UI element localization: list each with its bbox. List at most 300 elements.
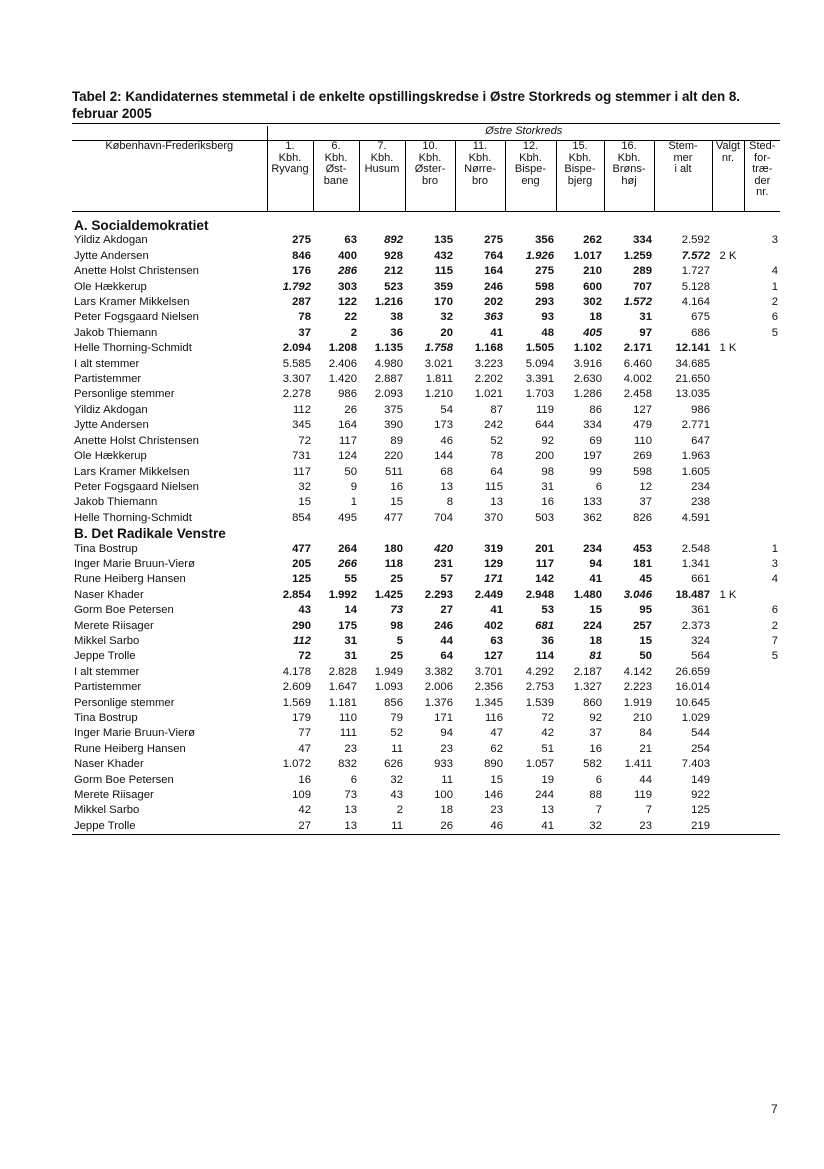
row-label: Mikkel Sarbo xyxy=(74,634,140,647)
stedfortraeder-cell xyxy=(744,341,780,356)
party-name: A. Socialdemokratiet xyxy=(74,218,209,233)
vote-cell: 2.293 xyxy=(424,588,453,601)
vote-cell: 511 xyxy=(384,465,403,478)
valgt-cell xyxy=(712,819,744,835)
vote-cell: 1.425 xyxy=(374,588,403,601)
column-header-line: bjerg xyxy=(567,174,593,187)
candidate-row xyxy=(72,542,780,557)
vote-cell: 1.505 xyxy=(525,342,554,355)
vote-cell: 246 xyxy=(434,619,453,632)
vote-cell: 16 xyxy=(589,742,602,755)
column-header-line: 11. xyxy=(472,140,488,152)
vote-cell: 94 xyxy=(589,557,602,570)
vote-cell: 11 xyxy=(441,773,453,786)
vote-cell: 523 xyxy=(384,280,403,293)
party-name: B. Det Radikale Venstre xyxy=(74,526,226,542)
vote-cell: 18 xyxy=(440,804,453,817)
personal-candidate-row xyxy=(72,449,780,464)
vote-cell: 48 xyxy=(541,326,554,339)
row-label: I alt stemmer xyxy=(74,665,140,678)
column-header-line: Kbh. xyxy=(568,151,592,164)
vote-cell: 1.093 xyxy=(374,681,403,694)
stedfortraeder-cell xyxy=(744,819,780,835)
vote-cell: 43 xyxy=(298,604,311,617)
row-label: Inger Marie Bruun-Vierø xyxy=(74,557,195,570)
vote-cell: 31 xyxy=(344,650,357,663)
vote-cell: 18 xyxy=(589,634,602,647)
personal-candidate-row xyxy=(72,511,780,526)
vote-cell: 1.949 xyxy=(374,665,403,678)
results-table xyxy=(72,123,780,835)
vote-cell: 117 xyxy=(292,465,311,478)
vote-cell: 4.142 xyxy=(623,665,652,678)
vote-cell: 477 xyxy=(292,542,311,555)
vote-cell: 32 xyxy=(440,311,453,324)
vote-cell: 23 xyxy=(490,804,503,817)
row-label: Anette Holst Christensen xyxy=(74,265,199,278)
vote-cell: 197 xyxy=(583,450,602,463)
vote-cell: 94 xyxy=(440,727,453,740)
vote-cell: 244 xyxy=(535,789,554,802)
stedfortraeder-cell: 2 xyxy=(771,296,779,309)
vote-cell: 234 xyxy=(583,542,602,555)
vote-cell: 173 xyxy=(434,419,453,432)
vote-cell: 1.259 xyxy=(623,249,652,262)
vote-cell: 319 xyxy=(484,542,503,555)
vote-cell: 100 xyxy=(434,789,453,802)
total-cell: 7.572 xyxy=(681,249,710,262)
vote-cell: 57 xyxy=(440,573,453,586)
vote-cell: 117 xyxy=(535,557,554,570)
candidate-row xyxy=(72,557,780,572)
column-header-line: 6. xyxy=(331,140,341,152)
vote-cell: 31 xyxy=(344,634,357,647)
valgt-cell xyxy=(712,326,744,341)
vote-cell: 78 xyxy=(298,311,311,324)
vote-cell: 1.210 xyxy=(424,388,453,401)
vote-cell: 54 xyxy=(440,403,453,416)
vote-cell: 86 xyxy=(589,403,602,416)
row-label: Merete Riisager xyxy=(74,619,154,632)
row-label: Helle Thorning-Schmidt xyxy=(74,342,192,355)
vote-cell: 79 xyxy=(390,712,403,724)
vote-cell: 53 xyxy=(541,604,554,617)
vote-cell: 2.458 xyxy=(623,388,652,401)
column-header-line: Kbh. xyxy=(519,151,542,164)
candidate-row xyxy=(72,603,780,618)
vote-cell: 201 xyxy=(535,542,554,555)
vote-cell: 14 xyxy=(344,604,357,617)
vote-cell: 44 xyxy=(639,773,652,786)
page-number: 7 xyxy=(771,1102,778,1116)
vote-cell: 92 xyxy=(589,712,602,724)
vote-cell: 212 xyxy=(384,265,403,278)
valgt-cell xyxy=(712,280,744,295)
vote-cell: 1.072 xyxy=(282,758,311,771)
stedfortraeder-cell: 6 xyxy=(771,604,779,617)
stedfortraeder-cell xyxy=(744,788,780,803)
total-cell: 2.548 xyxy=(681,542,710,555)
vote-cell: 26 xyxy=(405,819,455,835)
vote-cell: 78 xyxy=(490,450,503,463)
vote-cell: 503 xyxy=(535,511,554,524)
vote-cell: 117 xyxy=(338,434,357,447)
total-cell: 149 xyxy=(691,773,710,786)
vote-cell: 73 xyxy=(344,789,357,802)
vote-cell: 72 xyxy=(298,650,311,663)
vote-cell: 119 xyxy=(535,403,554,416)
vote-cell: 1.376 xyxy=(424,696,453,709)
vote-cell: 293 xyxy=(535,296,554,309)
total-cell: 219 xyxy=(654,819,712,835)
vote-cell: 118 xyxy=(384,557,403,570)
vote-cell: 289 xyxy=(633,265,652,278)
vote-cell: 6 xyxy=(595,773,602,786)
vote-cell: 6 xyxy=(595,480,602,493)
vote-cell: 220 xyxy=(384,450,403,463)
row-label: Lars Kramer Mikkelsen xyxy=(74,296,190,309)
personal-candidate-row xyxy=(72,757,780,772)
candidate-row xyxy=(72,341,780,356)
vote-cell: 38 xyxy=(390,311,403,324)
vote-cell: 2.187 xyxy=(573,665,602,678)
vote-cell: 122 xyxy=(338,296,357,309)
vote-cell: 1.919 xyxy=(623,696,652,709)
valgt-cell xyxy=(712,310,744,325)
vote-cell: 4.292 xyxy=(525,665,554,678)
vote-cell: 18 xyxy=(589,311,602,324)
row-label: Tina Bostrup xyxy=(74,542,138,555)
total-cell: 7.403 xyxy=(681,758,710,771)
stedfortraeder-cell xyxy=(744,480,780,495)
stedfortraeder-cell xyxy=(744,588,780,603)
vote-cell: 69 xyxy=(589,434,602,447)
total-cell: 125 xyxy=(691,804,710,817)
candidate-row xyxy=(72,233,780,248)
vote-cell: 42 xyxy=(298,804,311,817)
row-label: Jakob Thiemann xyxy=(74,496,158,509)
party-votes-row xyxy=(72,680,780,695)
vote-cell: 644 xyxy=(535,419,554,432)
personal-candidate-row xyxy=(72,742,780,757)
vote-cell: 41 xyxy=(505,819,556,835)
column-header xyxy=(505,141,556,212)
vote-cell: 36 xyxy=(541,634,554,647)
stedfortraeder-cell: 1 xyxy=(771,542,779,555)
total-cell: 1.341 xyxy=(681,557,710,570)
personal-candidate-row xyxy=(72,465,780,480)
vote-cell: 52 xyxy=(390,727,403,740)
vote-cell: 127 xyxy=(633,403,652,416)
vote-cell: 64 xyxy=(440,650,453,663)
vote-cell: 51 xyxy=(541,742,554,755)
vote-cell: 98 xyxy=(390,619,403,632)
vote-cell: 1.327 xyxy=(573,681,602,694)
vote-cell: 25 xyxy=(390,573,403,586)
vote-cell: 2.753 xyxy=(525,681,554,694)
vote-cell: 3.021 xyxy=(424,357,453,370)
vote-cell: 27 xyxy=(267,819,313,835)
vote-cell: 41 xyxy=(490,604,503,617)
column-header-line: høj xyxy=(621,174,637,187)
vote-cell: 1.992 xyxy=(328,588,357,601)
column-header-line: Kbh. xyxy=(617,151,641,164)
vote-cell: 3.391 xyxy=(525,373,554,386)
column-header xyxy=(313,141,359,212)
vote-cell: 1.792 xyxy=(282,280,311,293)
total-cell: 1.727 xyxy=(681,265,710,278)
stedfortraeder-cell xyxy=(744,680,780,695)
column-header-line: Valgt xyxy=(715,140,741,152)
column-header-line: Stem- xyxy=(668,140,698,152)
vote-cell: 21 xyxy=(639,742,652,755)
valgt-cell xyxy=(712,619,744,634)
vote-cell: 36 xyxy=(390,326,403,339)
valgt-cell xyxy=(712,649,744,664)
vote-cell: 41 xyxy=(490,326,503,339)
column-header xyxy=(359,141,405,212)
candidate-row xyxy=(72,634,780,649)
row-label: Lars Kramer Mikkelsen xyxy=(74,465,190,478)
vote-cell: 62 xyxy=(490,742,503,755)
vote-cell: 125 xyxy=(292,573,311,586)
vote-cell: 129 xyxy=(484,557,503,570)
vote-cell: 1 xyxy=(350,496,357,509)
vote-cell: 704 xyxy=(434,511,453,524)
column-header xyxy=(455,141,505,212)
vote-cell: 1.480 xyxy=(573,588,602,601)
stedfortraeder-cell: 5 xyxy=(771,650,779,663)
valgt-cell: 1 K xyxy=(719,588,737,601)
total-cell: 2.771 xyxy=(681,419,710,432)
personal-candidate-row xyxy=(72,819,780,835)
vote-cell: 13 xyxy=(344,804,357,817)
total-cell: 686 xyxy=(691,326,710,339)
column-header-line: der xyxy=(754,174,771,187)
vote-cell: 420 xyxy=(434,542,453,555)
vote-cell: 179 xyxy=(292,712,311,724)
vote-cell: 25 xyxy=(390,650,403,663)
vote-cell: 479 xyxy=(633,419,652,432)
total-cell: 10.645 xyxy=(675,696,710,709)
row-label: Peter Fogsgaard Nielsen xyxy=(74,311,199,324)
vote-cell: 6.460 xyxy=(623,357,652,370)
column-header xyxy=(744,141,780,212)
valgt-cell xyxy=(712,480,744,495)
column-header xyxy=(654,141,712,212)
candidate-row xyxy=(72,264,780,279)
vote-cell: 2.948 xyxy=(525,588,554,601)
stedfortraeder-cell xyxy=(744,696,780,711)
total-cell: 544 xyxy=(691,727,710,740)
personal-candidate-row xyxy=(72,480,780,495)
row-label: Gorm Boe Petersen xyxy=(74,604,174,617)
valgt-cell xyxy=(712,557,744,572)
total-cell: 661 xyxy=(691,573,710,586)
vote-cell: 50 xyxy=(344,465,357,478)
vote-cell: 345 xyxy=(292,419,311,432)
vote-cell: 1.758 xyxy=(424,342,453,355)
vote-cell: 72 xyxy=(298,434,311,447)
vote-cell: 890 xyxy=(484,758,503,771)
vote-cell: 432 xyxy=(434,249,453,262)
vote-cell: 175 xyxy=(338,619,357,632)
vote-cell: 5 xyxy=(396,634,403,647)
vote-cell: 52 xyxy=(490,434,503,447)
vote-cell: 77 xyxy=(298,727,311,740)
valgt-cell: 2 K xyxy=(719,249,737,262)
vote-cell: 43 xyxy=(390,789,403,802)
candidate-row xyxy=(72,619,780,634)
vote-cell: 115 xyxy=(484,480,503,493)
column-header-line: 10. xyxy=(422,140,438,152)
vote-cell: 453 xyxy=(633,542,652,555)
vote-cell: 41 xyxy=(589,573,602,586)
vote-cell: 246 xyxy=(484,280,503,293)
vote-cell: 1.057 xyxy=(525,758,554,771)
vote-cell: 32 xyxy=(298,480,311,493)
vote-cell: 63 xyxy=(490,634,503,647)
total-cell: 21.650 xyxy=(675,373,710,386)
table-body xyxy=(72,218,780,835)
stedfortraeder-cell xyxy=(744,665,780,680)
vote-cell: 1.539 xyxy=(525,696,554,709)
vote-cell: 68 xyxy=(440,465,453,478)
vote-cell: 2.278 xyxy=(282,388,311,401)
valgt-cell xyxy=(712,634,744,649)
row-label: Helle Thorning-Schmidt xyxy=(74,511,192,524)
vote-cell: 1.569 xyxy=(282,696,311,709)
vote-cell: 47 xyxy=(298,742,311,755)
total-cell: 254 xyxy=(691,742,710,755)
row-label: Personlige stemmer xyxy=(74,388,175,401)
vote-cell: 116 xyxy=(484,712,503,724)
vote-cell: 582 xyxy=(583,758,602,771)
vote-cell: 275 xyxy=(292,234,311,247)
vote-cell: 87 xyxy=(490,403,503,416)
row-label: Naser Khader xyxy=(74,758,144,771)
vote-cell: 115 xyxy=(434,265,453,278)
personal-candidate-row xyxy=(72,711,780,726)
vote-cell: 127 xyxy=(484,650,503,663)
column-header-line: Kbh. xyxy=(370,151,394,164)
vote-cell: 892 xyxy=(384,234,403,247)
vote-cell: 15 xyxy=(298,496,311,509)
valgt-cell xyxy=(712,403,744,418)
vote-cell: 302 xyxy=(583,296,602,309)
vote-cell: 933 xyxy=(434,758,453,771)
vote-cell: 334 xyxy=(583,419,602,432)
vote-cell: 600 xyxy=(583,280,602,293)
total-cell: 4.591 xyxy=(681,511,710,524)
personal-candidate-row xyxy=(72,418,780,433)
vote-cell: 89 xyxy=(390,434,403,447)
vote-cell: 1.208 xyxy=(328,342,357,355)
valgt-cell xyxy=(712,387,744,402)
stedfortraeder-cell xyxy=(744,803,780,818)
row-label: Partistemmer xyxy=(74,681,142,694)
column-header xyxy=(267,141,313,212)
vote-cell: 15 xyxy=(589,604,602,617)
row-label: Yildiz Akdogan xyxy=(74,234,148,247)
vote-cell: 13 xyxy=(541,804,554,817)
vote-cell: 266 xyxy=(338,557,357,570)
valgt-cell: 1 K xyxy=(719,342,737,355)
vote-cell: 32 xyxy=(556,819,604,835)
party-heading-row xyxy=(72,526,780,541)
personal-candidate-row xyxy=(72,403,780,418)
vote-cell: 2.630 xyxy=(573,373,602,386)
total-cell: 26.659 xyxy=(675,665,710,678)
vote-cell: 287 xyxy=(292,296,311,309)
vote-cell: 99 xyxy=(589,465,602,478)
vote-cell: 112 xyxy=(292,403,311,416)
table-header xyxy=(72,124,780,219)
total-cell: 922 xyxy=(691,789,710,802)
vote-cell: 4.980 xyxy=(374,357,403,370)
column-header-line: Bispe- xyxy=(564,163,596,175)
column-header-line: 7. xyxy=(377,140,387,152)
vote-cell: 264 xyxy=(338,542,357,555)
vote-cell: 2.406 xyxy=(328,357,357,370)
column-header xyxy=(405,141,455,212)
vote-cell: 290 xyxy=(292,619,311,632)
candidate-row xyxy=(72,249,780,264)
stedfortraeder-cell xyxy=(744,449,780,464)
vote-cell: 42 xyxy=(541,727,554,740)
vote-cell: 1.345 xyxy=(474,696,503,709)
vote-cell: 202 xyxy=(484,296,503,309)
candidate-row xyxy=(72,295,780,310)
valgt-cell xyxy=(712,372,744,387)
column-header-line: 1. xyxy=(285,140,295,152)
candidate-row xyxy=(72,588,780,603)
total-cell: 2.592 xyxy=(681,234,710,247)
candidate-row xyxy=(72,572,780,587)
vote-cell: 3.046 xyxy=(623,588,652,601)
row-label: Inger Marie Bruun-Vierø xyxy=(74,727,195,740)
vote-cell: 275 xyxy=(484,234,503,247)
valgt-cell xyxy=(712,680,744,695)
vote-cell: 23 xyxy=(440,742,453,755)
municipality-header: København-Frederiksberg xyxy=(105,140,234,152)
row-label: Tina Bostrup xyxy=(74,712,138,724)
row-label: Merete Riisager xyxy=(74,789,154,802)
vote-cell: 73 xyxy=(390,604,403,617)
vote-cell: 269 xyxy=(633,450,652,463)
vote-cell: 2.006 xyxy=(424,681,453,694)
vote-cell: 181 xyxy=(633,557,652,570)
vote-cell: 13 xyxy=(440,480,453,493)
stedfortraeder-cell: 4 xyxy=(771,573,779,586)
vote-cell: 205 xyxy=(292,557,311,570)
vote-cell: 362 xyxy=(583,511,602,524)
valgt-cell xyxy=(712,295,744,310)
vote-cell: 1.021 xyxy=(474,388,503,401)
vote-cell: 135 xyxy=(434,234,453,247)
vote-cell: 23 xyxy=(344,742,357,755)
vote-cell: 275 xyxy=(535,265,554,278)
total-cell: 2.373 xyxy=(681,619,710,632)
column-header xyxy=(604,141,654,212)
vote-cell: 20 xyxy=(440,326,453,339)
total-cell: 324 xyxy=(691,634,710,647)
total-cell: 16.014 xyxy=(675,681,710,694)
total-cell: 5.128 xyxy=(681,280,710,293)
vote-cell: 495 xyxy=(338,511,357,524)
vote-cell: 210 xyxy=(583,265,602,278)
vote-cell: 11 xyxy=(391,742,403,755)
